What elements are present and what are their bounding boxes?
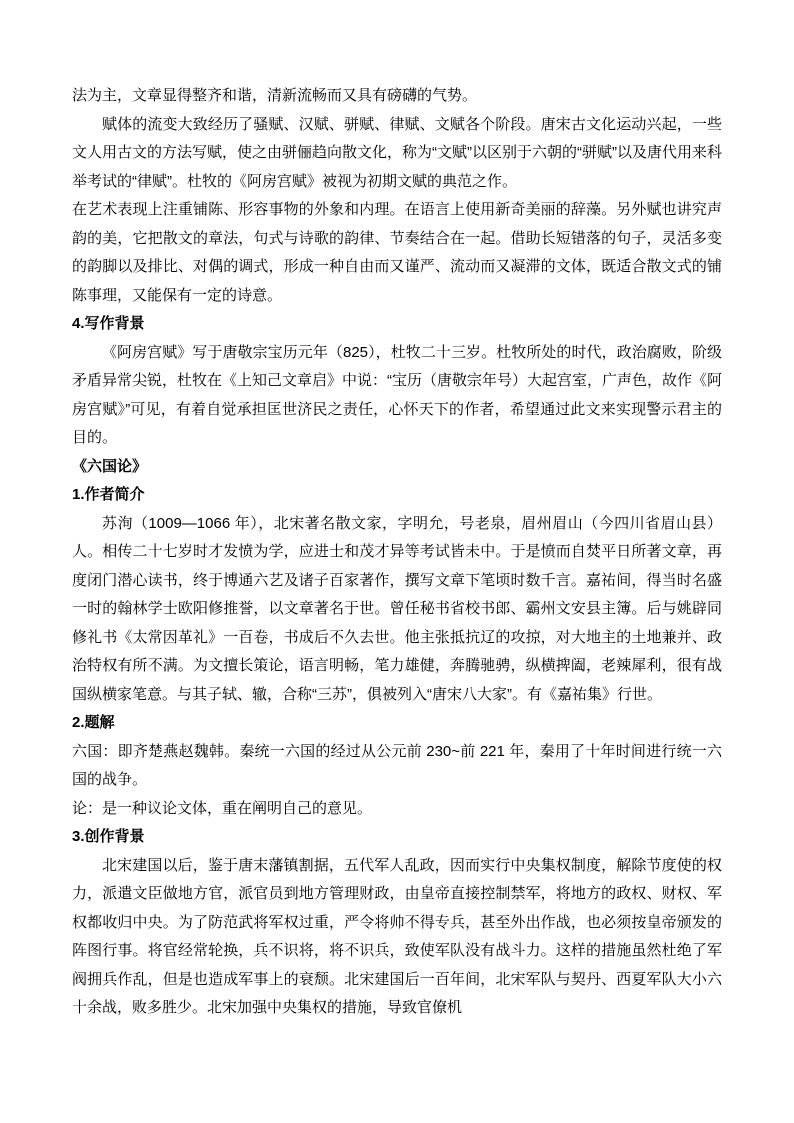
heading-author-intro: 1.作者简介 xyxy=(72,486,145,503)
paragraph-suxun-biography: 苏洵（1009—1066 年），北宋著名散文家，字明允，号老泉，眉州眉山（今四川省眉山县）人。相传二十七岁时才发愤为学，应进士和茂才异等考试皆未中。于是愤而自焚平日所著文章，再度闭门潜心读书，终于博通六艺及诸子百家著作，撰写文章下笔顷时数千言。嘉祐间，得当时名盛一时的翰林学士欧阳修推誉，以文章著名于世。曾任秘书省校书郎、霸州文安县主簿。后与姚辟同修礼书《太常因革礼》一百卷，书成后不久去世。他主张抵抗辽的攻掠，对大地主的土地兼并、政治特权有所不满。为文擅长策论，语言明畅，笔力雄健，奔腾驰骋，纵横捭阖，老辣犀利，很有战国纵横家笔意。与其子轼、辙，合称“三苏”，俱被列入“唐宋八大家”。有《嘉祐集》行世。 xyxy=(72,514,722,703)
paragraph-lun-definition: 论：是一种议论文体，重在阐明自己的意见。 xyxy=(72,799,373,817)
paragraph-epang-background: 《阿房宫赋》写于唐敬宗宝历元年（825），杜牧二十三岁。杜牧所处的时代，政治腐败，阶级矛盾异常尖锐，杜牧在《上知己文章启》中说：“宝历（唐敬宗年号）大起宫室，广声色，故作《阿房宫赋》”可见，有着自觉承担匡世济民之责任，心怀天下的作者，希望通过此文来实现警示君主的目的。 xyxy=(72,343,722,446)
heading-creation-background: 3.创作背景 xyxy=(72,828,145,845)
heading-writing-background: 4.写作背景 xyxy=(72,315,145,332)
heading-title-explanation: 2.题解 xyxy=(72,714,115,731)
paragraph-beisong-background: 北宋建国以后，鉴于唐末藩镇割据，五代军人乱政，因而实行中央集权制度，解除节度使的权力，派遣文臣做地方官，派官员到地方管理财政，由皇帝直接控制禁军，将地方的政权、财权、军权都收归中央。为了防范武将军权过重，严令将帅不得专兵，甚至外出作战，也必须按皇帝颁发的阵图行事。将官经常轮换，兵不识将，将不识兵，致使军队没有战斗力。这样的措施虽然杜绝了军阀拥兵作乱，但是也造成军事上的衰颓。北宋建国后一百年间，北宋军队与契丹、西夏军队大小六十余战，败多胜少。北宋加强中央集权的措施，导致官僚机 xyxy=(72,856,722,1016)
paragraph-liuguo-definition: 六国：即齐楚燕赵魏韩。秦统一六国的经过从公元前 230~前 221 年，秦用了十年时间进行统一六国的战争。 xyxy=(72,742,722,788)
paragraph-fu-stages: 赋体的流变大致经历了骚赋、汉赋、骈赋、律赋、文赋各个阶段。唐宋古文化运动兴起，一些文人用古文的方法写赋，使之由骈俪趋向散文化，称为“文赋”以区别于六朝的“骈赋”以及唐代用来科举考试的“律赋”。杜牧的《阿房宫赋》被视为初期文赋的典范之作。 xyxy=(72,115,722,190)
paragraph-continued: 法为主，文章显得整齐和谐，清新流畅而又具有磅礴的气势。 xyxy=(72,87,478,104)
paragraph-art-expression: 在艺术表现上注重铺陈、形容事物的外象和内理。在语言上使用新奇美丽的辞藻。另外赋也讲究声韵的美，它把散文的章法，句式与诗歌的韵律、节奏结合在一起。借助长短错落的句子，灵活多变的韵脚以及排比、对偶的调式，形成一种自由而又谨严、流动而又凝滞的文体，既适合散文式的铺陈事理，又能保有一定的诗意。 xyxy=(72,201,722,304)
section-title-liuguolun: 《六国论》 xyxy=(72,457,148,475)
document-body xyxy=(72,82,722,1023)
